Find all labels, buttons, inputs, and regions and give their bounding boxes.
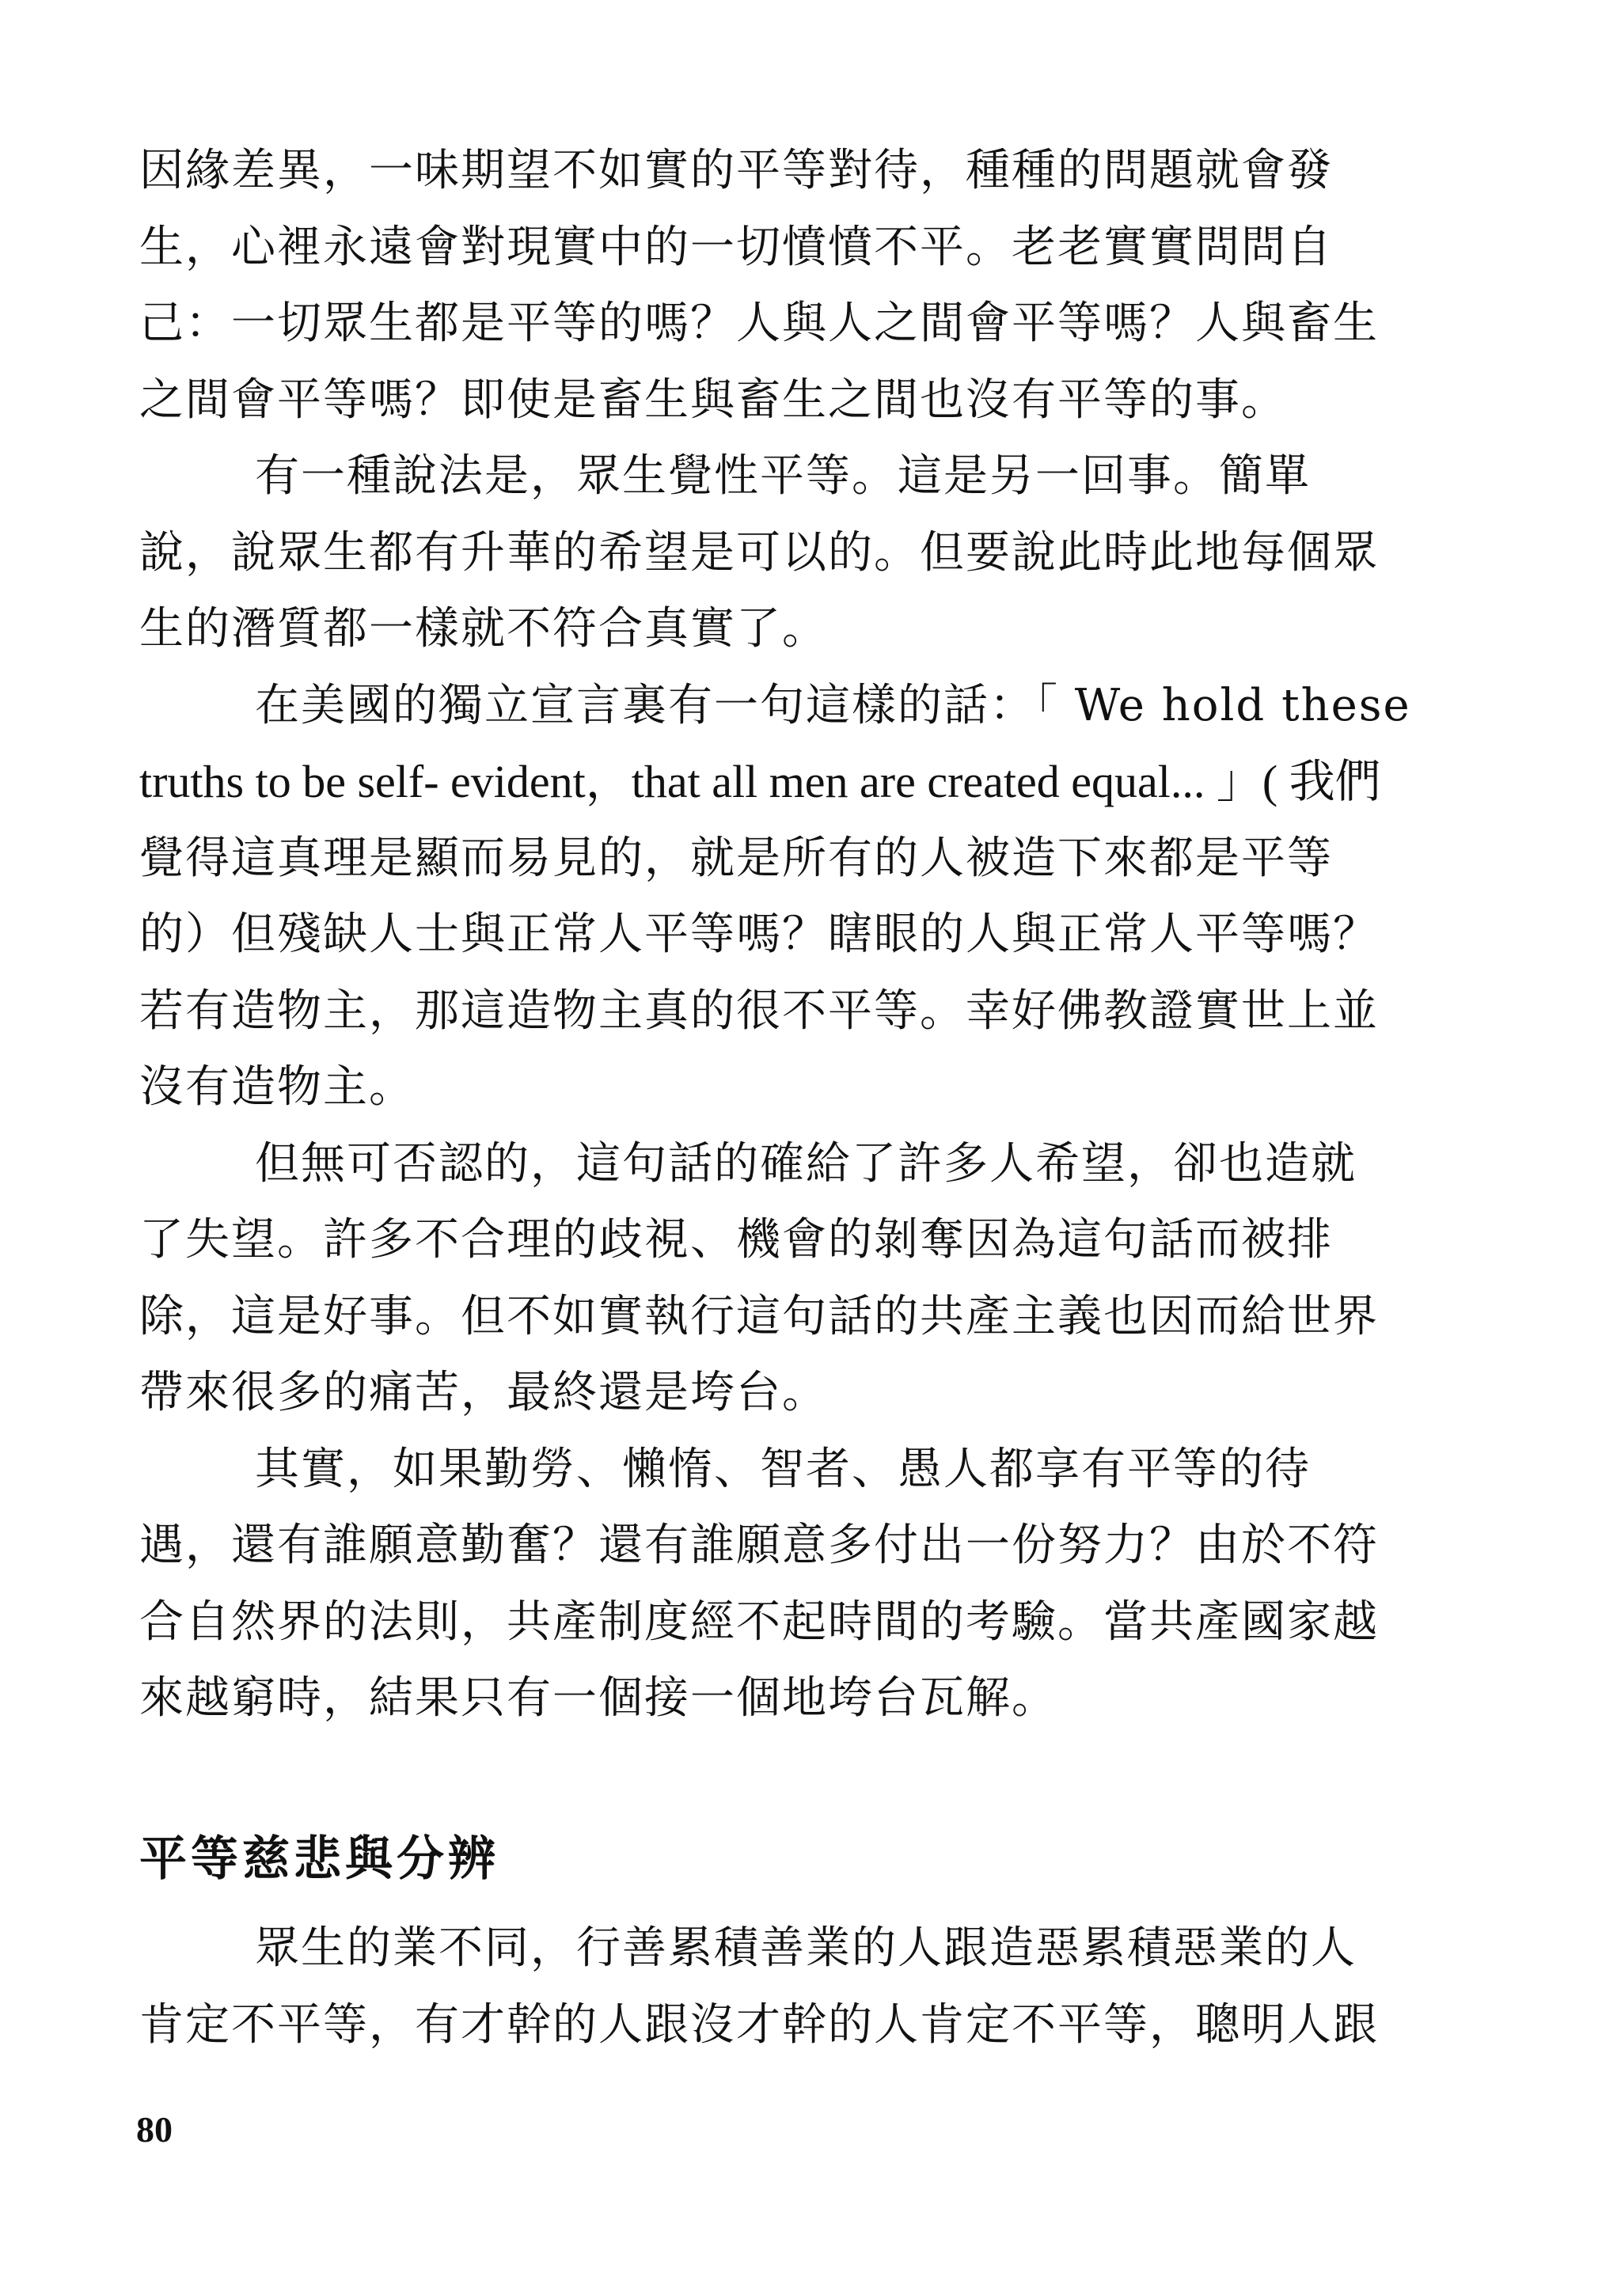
body-line: 肯定不平等，有才幹的人跟沒才幹的人肯定不平等，聰明人跟 xyxy=(139,1998,1379,2051)
body-line: 了失望。許多不合理的歧視、機會的剝奪因為這句話而被排 xyxy=(139,1214,1333,1266)
body-line: 己：一切眾生都是平等的嗎？人與人之間會平等嗎？人與畜生 xyxy=(139,298,1379,349)
body-line-paragraph-start: 其實，如果勤勞、懶惰、智者、愚人都享有平等的待 xyxy=(255,1443,1311,1495)
body-text xyxy=(139,133,1501,1737)
section-body-text xyxy=(139,1911,1501,2063)
body-line: truths to be self- evident，that all men are created equal... 」( 我們 xyxy=(139,756,1381,807)
body-line: 生的潛質都一樣就不符合真實了。 xyxy=(139,603,828,655)
body-line: 除，這是好事。但不如實執行這句話的共產主義也因而給世界 xyxy=(139,1290,1379,1342)
body-line: 若有造物主，那這造物主真的很不平等。幸好佛教證實世上並 xyxy=(139,985,1379,1037)
body-line: 之間會平等嗎？即使是畜生與畜生之間也沒有平等的事。 xyxy=(139,374,1287,426)
section-heading: 平等慈悲與分辨 xyxy=(139,1831,499,1887)
body-line: 遇，還有誰願意勤奮？還有誰願意多付出一份努力？由於不符 xyxy=(139,1520,1379,1571)
body-line-paragraph-start: 在美國的獨立宣言裏有一句這樣的話：「 We hold these xyxy=(255,679,1411,731)
page-number: 80 xyxy=(136,2109,173,2150)
body-line: 因緣差異，一味期望不如實的平等對待，種種的問題就會發 xyxy=(139,145,1333,196)
body-line: 來越窮時，結果只有一個接一個地垮台瓦解。 xyxy=(139,1672,1057,1724)
body-line: 帶來很多的痛苦，最終還是垮台。 xyxy=(139,1367,828,1418)
body-line: 生，心裡永遠會對現實中的一切憤憤不平。老老實實問問自 xyxy=(139,221,1333,273)
body-line: 合自然界的法則，共產制度經不起時間的考驗。當共產國家越 xyxy=(139,1596,1379,1648)
body-line-paragraph-start: 眾生的業不同，行善累積善業的人跟造惡累積惡業的人 xyxy=(255,1922,1357,1974)
body-line: 說，說眾生都有升華的希望是可以的。但要說此時此地每個眾 xyxy=(139,526,1379,579)
body-line-paragraph-start: 但無可否認的，這句話的確給了許多人希望，卻也造就 xyxy=(255,1137,1357,1190)
body-line: 的）但殘缺人士與正常人平等嗎？瞎眼的人與正常人平等嗎？ xyxy=(139,909,1379,960)
body-line: 沒有造物主。 xyxy=(139,1061,415,1113)
body-line-paragraph-start: 有一種說法是，眾生覺性平等。這是另一回事。簡單 xyxy=(255,450,1311,502)
body-line: 覺得這真理是顯而易見的，就是所有的人被造下來都是平等 xyxy=(139,832,1333,884)
